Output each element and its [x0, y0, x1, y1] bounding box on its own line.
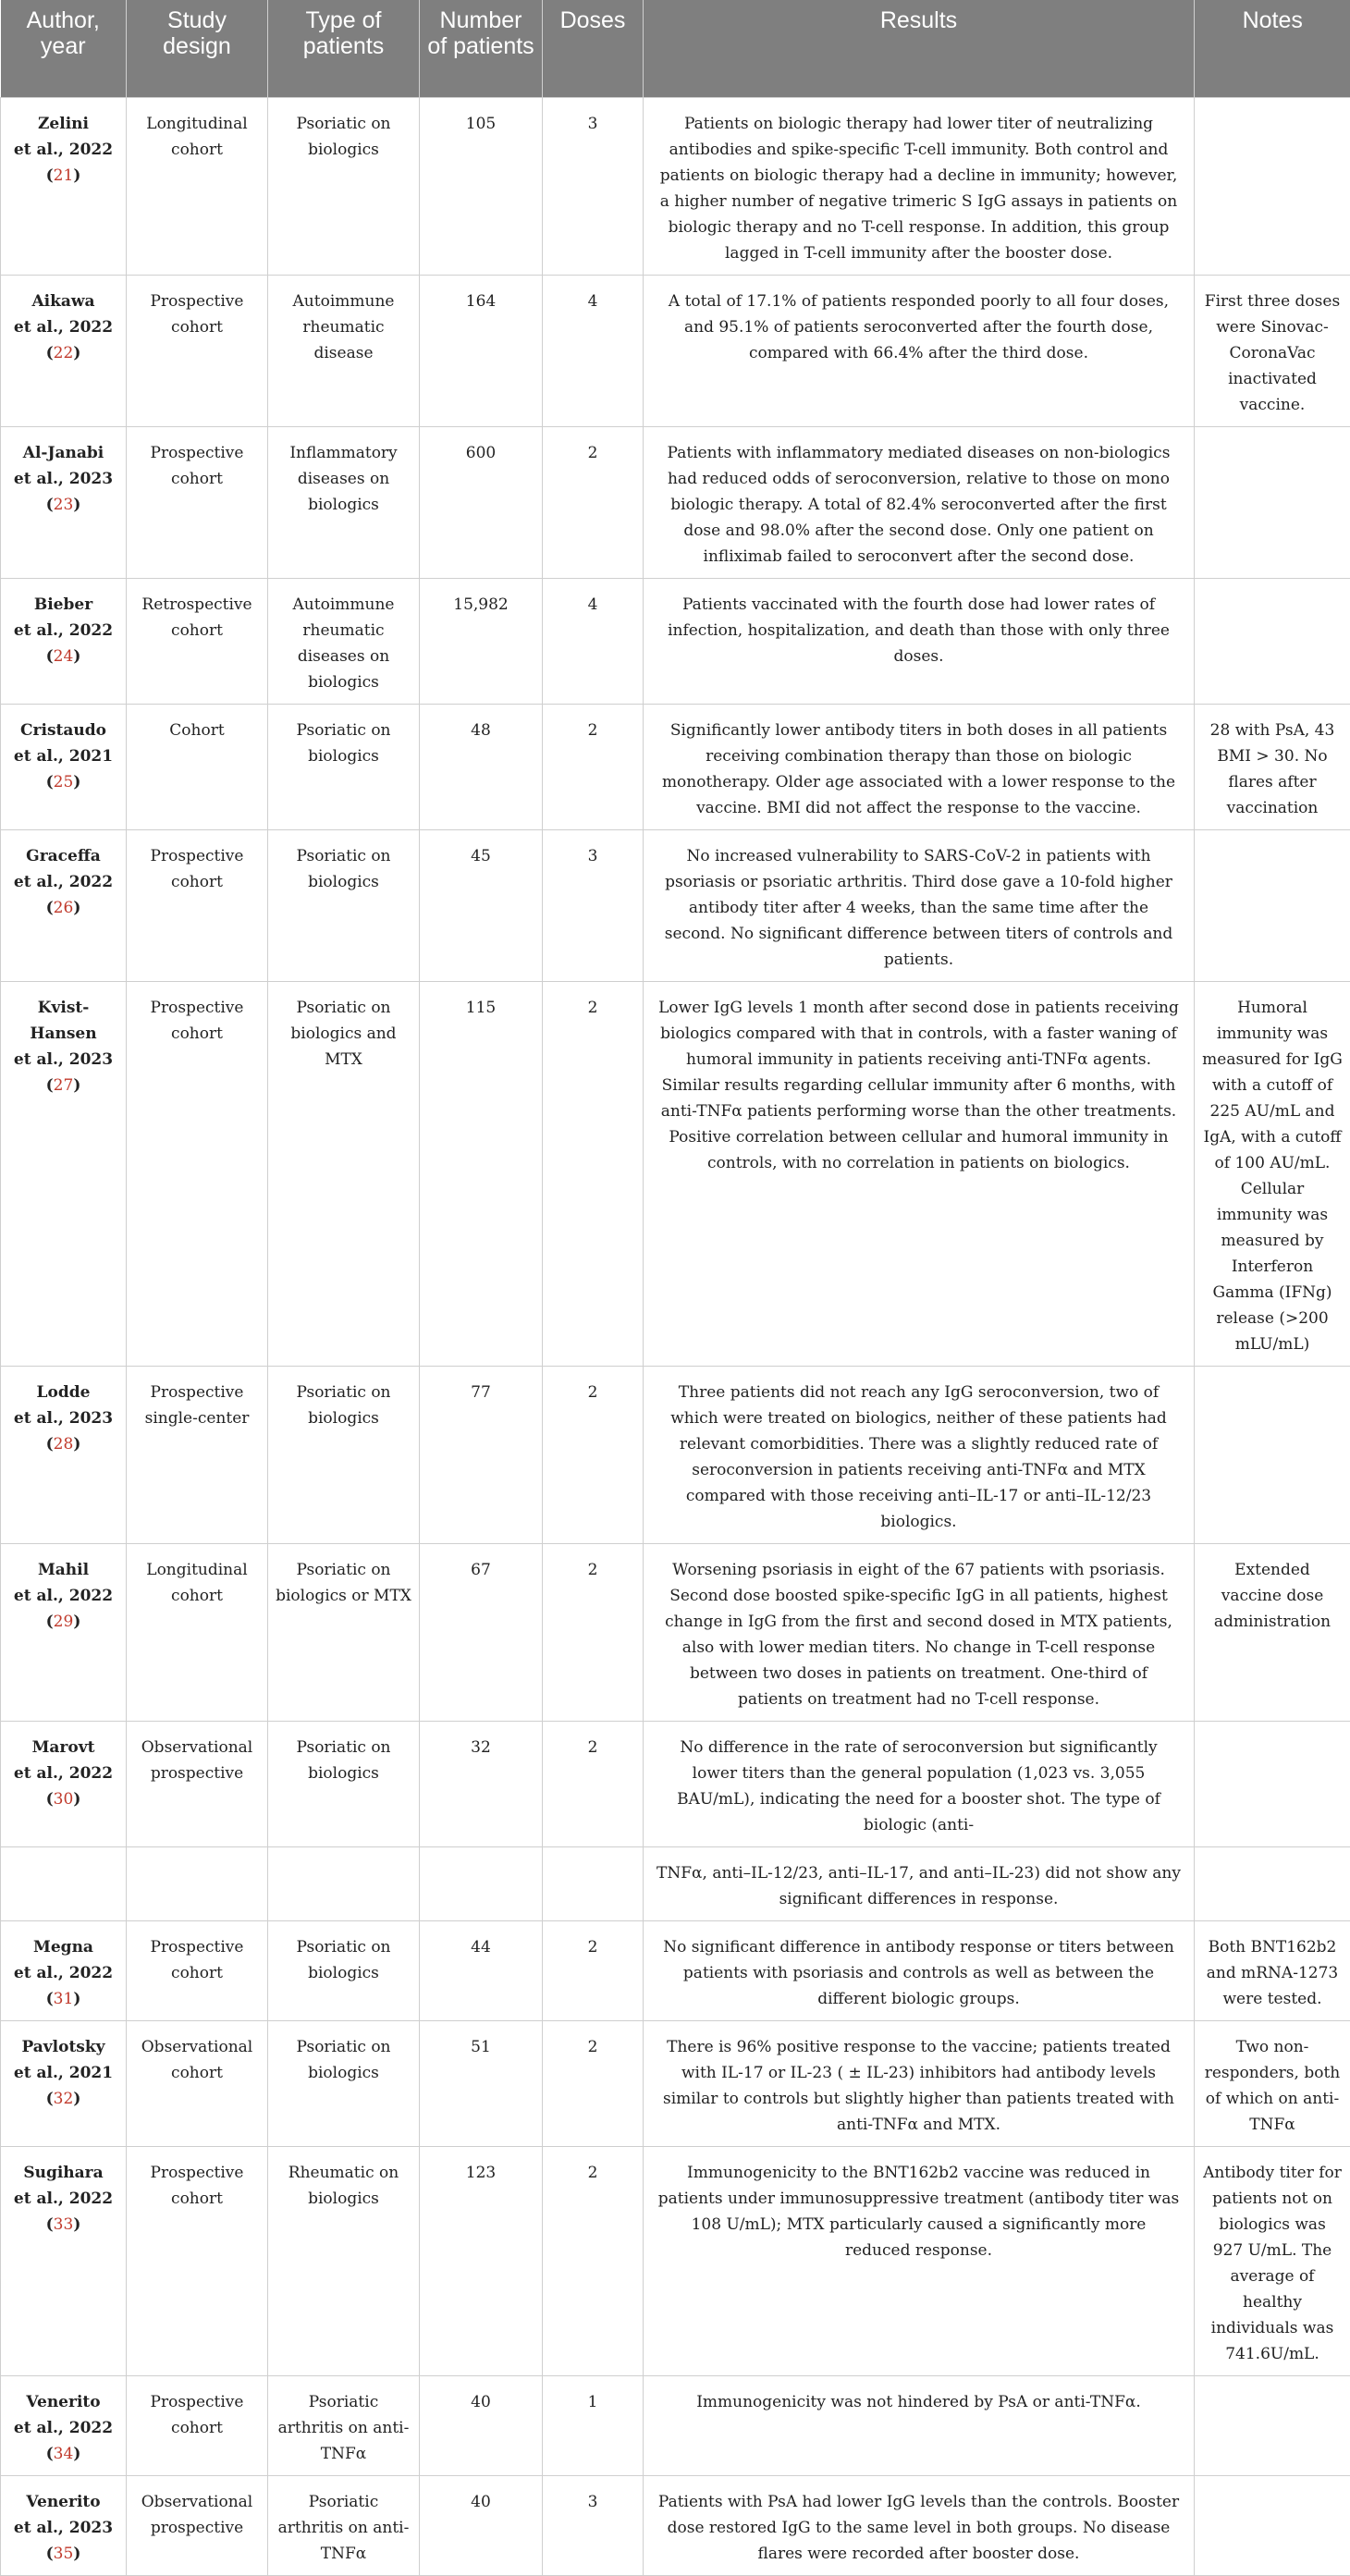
author-cell: Kvist-Hansen et al., 2023 (27)	[1, 981, 127, 1366]
doses-cell: 3	[543, 2475, 644, 2575]
author-name: Venerito	[26, 2393, 100, 2411]
table-row	[1, 2146, 1350, 2375]
patient-count-cell: 48	[420, 704, 543, 829]
patient-count-cell: 45	[420, 829, 543, 981]
author-name: Venerito	[26, 2493, 100, 2511]
design-cell: Prospective cohort	[127, 275, 268, 426]
results-cell: Patients with inflammatory mediated diseases on non-biologics had reduced odds of seroconversion, relative to those on mono biologic therapy. A total of 82.4% seroconverted after the first dose and 98.0% after the second dose. Only one patient on infliximab failed to seroconvert after the second dose.	[644, 426, 1195, 578]
notes-cell	[1195, 426, 1350, 578]
patient-count-cell: 77	[420, 1366, 543, 1543]
author-cell: Sugihara et al., 2022 (33)	[1, 2146, 127, 2375]
doses-cell: 2	[543, 1543, 644, 1721]
results-cell: Significantly lower antibody titers in both doses in all patients receiving combination therapy than those on biologic monotherapy. Older age associated with a lower response to the vaccine. BMI did not affect the response to the vaccine.	[644, 704, 1195, 829]
table-row	[1, 1846, 1350, 1920]
reference-link[interactable]: 30	[54, 1790, 74, 1809]
results-cell: A total of 17.1% of patients responded poorly to all four doses, and 95.1% of patients seroconverted after the fourth dose, compared with 66.4% after the third dose.	[644, 275, 1195, 426]
design-cell: Longitudinal cohort	[127, 1543, 268, 1721]
results-cell: Lower IgG levels 1 month after second dose in patients receiving biologics compared with that in controls, with a faster waning of humoral immunity in patients receiving anti-TNFα agents. Similar results regarding cellular immunity after 6 months, with anti-TNFα patients performing worse than the other treatments. Positive correlation between cellular and humoral immunity in controls, with no correlation in patients on biologics.	[644, 981, 1195, 1366]
author-cell: Mahil et al., 2022 (29)	[1, 1543, 127, 1721]
header-results: Results	[644, 0, 1195, 97]
design-cell: Prospective cohort	[127, 2375, 268, 2475]
reference-link[interactable]: 31	[54, 1990, 74, 2008]
author-name: Sugihara	[23, 2164, 103, 2182]
table-row	[1, 704, 1350, 829]
author-etal-year: et al., 2022	[14, 318, 113, 337]
patient-type-cell	[268, 1846, 420, 1920]
results-cell: Patients on biologic therapy had lower titer of neutralizing antibodies and spike-specific T-cell immunity. Both control and patients on biologic therapy had a decline in immunity; however, a higher number of negative trimeric S IgG assays in patients on biologic therapy and no T-cell response. In addition, this group lagged in T-cell immunity after the booster dose.	[644, 97, 1195, 275]
author-name: Bieber	[34, 595, 92, 614]
doses-cell: 3	[543, 829, 644, 981]
notes-cell: Antibody titer for patients not on biologics was 927 U/mL. The average of healthy individuals was 741.6U/mL.	[1195, 2146, 1350, 2375]
results-cell: No increased vulnerability to SARS-CoV-2 in patients with psoriasis or psoriatic arthritis. Third dose gave a 10-fold higher antibody titer after 4 weeks, than the same time after the second. No significant difference between titers of controls and patients.	[644, 829, 1195, 981]
notes-cell: Extended vaccine dose administration	[1195, 1543, 1350, 1721]
patient-type-cell: Autoimmune rheumatic diseases on biologics	[268, 578, 420, 704]
results-cell: No difference in the rate of seroconversion but significantly lower titers than the general population (1,023 vs. 3,055 BAU/mL), indicating the need for a booster shot. The type of biologic (anti-	[644, 1721, 1195, 1846]
reference-link[interactable]: 26	[54, 899, 74, 917]
header-design: Study design	[127, 0, 268, 97]
header-notes: Notes	[1195, 0, 1350, 97]
author-cell: Pavlotsky et al., 2021 (32)	[1, 2020, 127, 2146]
patient-count-cell: 67	[420, 1543, 543, 1721]
author-etal-year: et al., 2023	[14, 1050, 113, 1069]
author-name: Lodde	[37, 1383, 91, 1402]
author-name: Aikawa	[31, 292, 94, 311]
author-etal-year: et al., 2022	[14, 1764, 113, 1783]
author-etal-year: et al., 2022	[14, 1587, 113, 1605]
reference-link[interactable]: 23	[54, 496, 74, 514]
author-etal-year: et al., 2021	[14, 2064, 113, 2082]
patient-type-cell: Psoriatic on biologics and MTX	[268, 981, 420, 1366]
author-etal-year: et al., 2021	[14, 747, 113, 766]
author-etal-year: et al., 2022	[14, 141, 113, 159]
patient-count-cell: 123	[420, 2146, 543, 2375]
table-row	[1, 829, 1350, 981]
patient-count-cell: 105	[420, 97, 543, 275]
design-cell: Observational prospective	[127, 2475, 268, 2575]
author-cell: Cristaudo et al., 2021 (25)	[1, 704, 127, 829]
author-cell: Bieber et al., 2022 (24)	[1, 578, 127, 704]
doses-cell: 4	[543, 275, 644, 426]
notes-cell	[1195, 578, 1350, 704]
author-etal-year: et al., 2022	[14, 2190, 113, 2208]
author-name: Zelini	[38, 115, 89, 133]
reference-link[interactable]: 28	[54, 1435, 74, 1454]
doses-cell: 3	[543, 97, 644, 275]
author-name: Al-Janabi	[23, 444, 104, 462]
reference-link[interactable]: 27	[54, 1076, 74, 1095]
reference-link[interactable]: 33	[54, 2215, 74, 2234]
doses-cell: 1	[543, 2375, 644, 2475]
reference-link[interactable]: 34	[54, 2445, 74, 2463]
author-name: Marovt	[32, 1738, 95, 1757]
patient-type-cell: Rheumatic on biologics	[268, 2146, 420, 2375]
author-cell: Venerito et al., 2022 (34)	[1, 2375, 127, 2475]
author-name: Cristaudo	[20, 721, 106, 740]
design-cell: Retrospective cohort	[127, 578, 268, 704]
design-cell	[127, 1846, 268, 1920]
table-row	[1, 2020, 1350, 2146]
author-etal-year: et al., 2022	[14, 621, 113, 640]
reference-link[interactable]: 22	[54, 344, 74, 362]
design-cell: Longitudinal cohort	[127, 97, 268, 275]
doses-cell: 2	[543, 2146, 644, 2375]
doses-cell: 2	[543, 1366, 644, 1543]
patient-type-cell: Psoriatic on biologics	[268, 704, 420, 829]
reference-link[interactable]: 24	[54, 647, 74, 666]
table-row	[1, 1543, 1350, 1721]
patient-type-cell: Psoriatic arthritis on anti-TNFα	[268, 2375, 420, 2475]
author-etal-year: et al., 2022	[14, 1964, 113, 1982]
notes-cell	[1195, 1846, 1350, 1920]
patient-count-cell: 15,982	[420, 578, 543, 704]
patient-count-cell: 164	[420, 275, 543, 426]
reference-link[interactable]: 29	[54, 1613, 74, 1631]
author-etal-year: et al., 2023	[14, 1409, 113, 1428]
header-type: Type of patients	[268, 0, 420, 97]
results-cell: Three patients did not reach any IgG seroconversion, two of which were treated on biologics, neither of these patients had relevant comorbidities. There was a slightly reduced rate of seroconversion in patients receiving anti-TNFα and MTX compared with those receiving anti–IL-17 or anti–IL-12/23 biologics.	[644, 1366, 1195, 1543]
design-cell: Prospective cohort	[127, 829, 268, 981]
notes-cell	[1195, 1721, 1350, 1846]
patient-count-cell: 40	[420, 2475, 543, 2575]
reference-link[interactable]: 21	[54, 166, 74, 185]
author-cell: Marovt et al., 2022 (30)	[1, 1721, 127, 1846]
results-cell: TNFα, anti–IL-12/23, anti–IL-17, and anti–IL-23) did not show any significant differences in response.	[644, 1846, 1195, 1920]
author-cell: Al-Janabi et al., 2023 (23)	[1, 426, 127, 578]
author-name: Graceffa	[26, 847, 101, 865]
results-cell: Immunogenicity was not hindered by PsA or anti-TNFα.	[644, 2375, 1195, 2475]
doses-cell: 2	[543, 2020, 644, 2146]
doses-cell: 2	[543, 981, 644, 1366]
design-cell: Prospective cohort	[127, 2146, 268, 2375]
patient-count-cell: 51	[420, 2020, 543, 2146]
design-cell: Cohort	[127, 704, 268, 829]
table-row	[1, 1366, 1350, 1543]
notes-cell: First three doses were Sinovac-CoronaVac inactivated vaccine.	[1195, 275, 1350, 426]
doses-cell	[543, 1846, 644, 1920]
table-row	[1, 97, 1350, 275]
table-row	[1, 275, 1350, 426]
patient-type-cell: Psoriatic arthritis on anti-TNFα	[268, 2475, 420, 2575]
author-cell: Lodde et al., 2023 (28)	[1, 1366, 127, 1543]
patient-count-cell: 600	[420, 426, 543, 578]
results-cell: Patients vaccinated with the fourth dose had lower rates of infection, hospitalization, and death than those with only three doses.	[644, 578, 1195, 704]
results-cell: Patients with PsA had lower IgG levels than the controls. Booster dose restored IgG to the same level in both groups. No disease flares were recorded after booster dose.	[644, 2475, 1195, 2575]
patient-count-cell: 44	[420, 1920, 543, 2020]
doses-cell: 2	[543, 704, 644, 829]
notes-cell	[1195, 97, 1350, 275]
header-author: Author, year	[1, 0, 127, 97]
patient-type-cell: Psoriatic on biologics	[268, 1721, 420, 1846]
notes-cell	[1195, 1366, 1350, 1543]
notes-cell: Two non-responders, both of which on anti-TNFα	[1195, 2020, 1350, 2146]
design-cell: Prospective single-center	[127, 1366, 268, 1543]
author-cell	[1, 1846, 127, 1920]
header-row	[1, 0, 1350, 97]
author-name: Pavlotsky	[21, 2038, 104, 2056]
doses-cell: 4	[543, 578, 644, 704]
author-cell: Aikawa et al., 2022 (22)	[1, 275, 127, 426]
table-row	[1, 426, 1350, 578]
author-cell: Graceffa et al., 2022 (26)	[1, 829, 127, 981]
patient-count-cell: 32	[420, 1721, 543, 1846]
author-cell: Zelini et al., 2022 (21)	[1, 97, 127, 275]
table-row	[1, 981, 1350, 1366]
patient-type-cell: Psoriatic on biologics or MTX	[268, 1543, 420, 1721]
patient-type-cell: Psoriatic on biologics	[268, 97, 420, 275]
patient-type-cell: Psoriatic on biologics	[268, 2020, 420, 2146]
patient-type-cell: Psoriatic on biologics	[268, 1920, 420, 2020]
author-etal-year: et al., 2022	[14, 2419, 113, 2437]
patient-type-cell: Psoriatic on biologics	[268, 829, 420, 981]
notes-cell	[1195, 829, 1350, 981]
doses-cell: 2	[543, 1920, 644, 2020]
design-cell: Prospective cohort	[127, 981, 268, 1366]
results-cell: Immunogenicity to the BNT162b2 vaccine was reduced in patients under immunosuppressive treatment (antibody titer was 108 U/mL); MTX particularly caused a significantly more reduced response.	[644, 2146, 1195, 2375]
table-row	[1, 578, 1350, 704]
design-cell: Observational cohort	[127, 2020, 268, 2146]
table-row	[1, 2375, 1350, 2475]
notes-cell: Both BNT162b2 and mRNA-1273 were tested.	[1195, 1920, 1350, 2020]
results-cell: There is 96% positive response to the vaccine; patients treated with IL-17 or IL-23 ( ± IL-23) inhibitors had antibody levels similar to controls but slightly higher than patients treated with anti-TNFα and MTX.	[644, 2020, 1195, 2146]
patient-count-cell: 40	[420, 2375, 543, 2475]
reference-link[interactable]: 25	[54, 773, 74, 791]
patient-count-cell	[420, 1846, 543, 1920]
author-name: Kvist-Hansen	[30, 999, 96, 1043]
header-number: Number of patients	[420, 0, 543, 97]
notes-cell	[1195, 2375, 1350, 2475]
table-row	[1, 1920, 1350, 2020]
author-name: Mahil	[38, 1561, 89, 1579]
table-row	[1, 1721, 1350, 1846]
results-cell: No significant difference in antibody response or titers between patients with psoriasis and controls as well as between the different biologic groups.	[644, 1920, 1195, 2020]
author-name: Megna	[33, 1938, 93, 1957]
notes-cell: Humoral immunity was measured for IgG with a cutoff of 225 AU/mL and IgA, with a cutoff of 100 AU/mL. Cellular immunity was measured by Interferon Gamma (IFNg) release (>200 mLU/mL)	[1195, 981, 1350, 1366]
notes-cell	[1195, 2475, 1350, 2575]
table-row	[1, 2475, 1350, 2575]
patient-type-cell: Autoimmune rheumatic disease	[268, 275, 420, 426]
author-etal-year: et al., 2022	[14, 873, 113, 891]
design-cell: Prospective cohort	[127, 426, 268, 578]
reference-link[interactable]: 32	[54, 2090, 74, 2108]
design-cell: Prospective cohort	[127, 1920, 268, 2020]
author-etal-year: et al., 2023	[14, 2519, 113, 2537]
patient-type-cell: Psoriatic on biologics	[268, 1366, 420, 1543]
author-etal-year: et al., 2023	[14, 470, 113, 488]
author-cell: Megna et al., 2022 (31)	[1, 1920, 127, 2020]
notes-cell: 28 with PsA, 43 BMI > 30. No flares after vaccination	[1195, 704, 1350, 829]
header-doses: Doses	[543, 0, 644, 97]
author-cell: Venerito et al., 2023 (35)	[1, 2475, 127, 2575]
patient-type-cell: Inflammatory diseases on biologics	[268, 426, 420, 578]
patient-count-cell: 115	[420, 981, 543, 1366]
doses-cell: 2	[543, 426, 644, 578]
design-cell: Observational prospective	[127, 1721, 268, 1846]
reference-link[interactable]: 35	[54, 2545, 74, 2563]
doses-cell: 2	[543, 1721, 644, 1846]
results-cell: Worsening psoriasis in eight of the 67 patients with psoriasis. Second dose boosted spike-specific IgG in all patients, highest change in IgG from the first and second dosed in MTX patients, also with lower median titers. No change in T-cell response between two doses in patients on treatment. One-third of patients on treatment had no T-cell response.	[644, 1543, 1195, 1721]
